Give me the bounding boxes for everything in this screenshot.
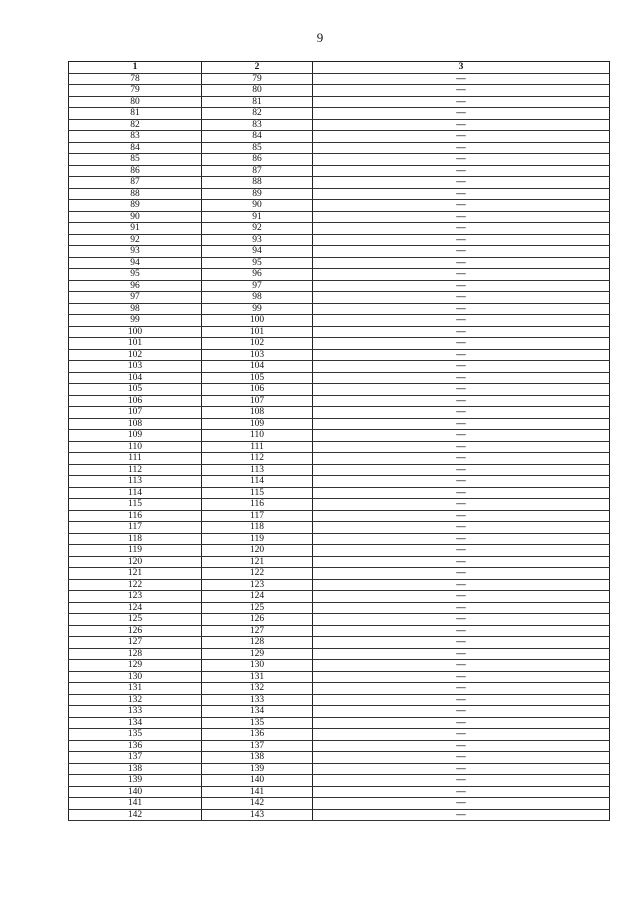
table-cell-col1: 112 bbox=[69, 464, 202, 476]
table-cell-col1: 99 bbox=[69, 315, 202, 327]
table-cell-col3: — bbox=[313, 165, 610, 177]
table-cell-col3: — bbox=[313, 188, 610, 200]
table-cell-col2: 85 bbox=[202, 142, 313, 154]
table-cell-col2: 138 bbox=[202, 752, 313, 764]
table-cell-col1: 142 bbox=[69, 809, 202, 821]
table-cell-col3: — bbox=[313, 763, 610, 775]
table-cell-col1: 114 bbox=[69, 487, 202, 499]
table-cell-col1: 123 bbox=[69, 591, 202, 603]
table-cell-col1: 89 bbox=[69, 200, 202, 212]
table-cell-col1: 139 bbox=[69, 775, 202, 787]
table-cell-col3: — bbox=[313, 752, 610, 764]
table-cell-col1: 108 bbox=[69, 418, 202, 430]
table-cell-col1: 85 bbox=[69, 154, 202, 166]
table-cell-col2: 83 bbox=[202, 119, 313, 131]
table-cell-col2: 112 bbox=[202, 453, 313, 465]
table-row bbox=[69, 453, 610, 465]
table-cell-col3: — bbox=[313, 85, 610, 97]
table-cell-col3: — bbox=[313, 487, 610, 499]
table-cell-col2: 128 bbox=[202, 637, 313, 649]
table-cell-col1: 86 bbox=[69, 165, 202, 177]
table-row bbox=[69, 223, 610, 235]
table-cell-col3: — bbox=[313, 579, 610, 591]
table-row bbox=[69, 154, 610, 166]
table-cell-col2: 97 bbox=[202, 280, 313, 292]
table-cell-col1: 127 bbox=[69, 637, 202, 649]
table-cell-col3: — bbox=[313, 315, 610, 327]
table-cell-col3: — bbox=[313, 660, 610, 672]
table-cell-col3: — bbox=[313, 706, 610, 718]
table-row bbox=[69, 763, 610, 775]
table-cell-col2: 129 bbox=[202, 648, 313, 660]
table-cell-col2: 90 bbox=[202, 200, 313, 212]
table-cell-col1: 131 bbox=[69, 683, 202, 695]
table-row bbox=[69, 625, 610, 637]
table-row bbox=[69, 257, 610, 269]
table-cell-col2: 143 bbox=[202, 809, 313, 821]
table-row bbox=[69, 234, 610, 246]
table-cell-col3: — bbox=[313, 591, 610, 603]
table-cell-col2: 136 bbox=[202, 729, 313, 741]
table-cell-col3: — bbox=[313, 131, 610, 143]
table-cell-col1: 83 bbox=[69, 131, 202, 143]
table-cell-col3: — bbox=[313, 441, 610, 453]
table-cell-col2: 94 bbox=[202, 246, 313, 258]
table-row bbox=[69, 441, 610, 453]
table-row bbox=[69, 73, 610, 85]
table-body bbox=[69, 73, 610, 821]
table-cell-col1: 116 bbox=[69, 510, 202, 522]
table-row bbox=[69, 85, 610, 97]
table-row bbox=[69, 269, 610, 281]
table-cell-col3: — bbox=[313, 361, 610, 373]
table-cell-col3: — bbox=[313, 740, 610, 752]
table-cell-col3: — bbox=[313, 395, 610, 407]
table-row bbox=[69, 487, 610, 499]
table-row bbox=[69, 683, 610, 695]
table-cell-col2: 93 bbox=[202, 234, 313, 246]
table-cell-col2: 79 bbox=[202, 73, 313, 85]
table-cell-col3: — bbox=[313, 338, 610, 350]
table-cell-col2: 135 bbox=[202, 717, 313, 729]
table-cell-col3: — bbox=[313, 292, 610, 304]
table-cell-col1: 91 bbox=[69, 223, 202, 235]
table-row bbox=[69, 729, 610, 741]
table-cell-col3: — bbox=[313, 625, 610, 637]
table-row bbox=[69, 775, 610, 787]
table-cell-col1: 120 bbox=[69, 556, 202, 568]
column-header-3: 3 bbox=[313, 62, 610, 74]
table-cell-col1: 115 bbox=[69, 499, 202, 511]
table-cell-col2: 130 bbox=[202, 660, 313, 672]
table-header bbox=[69, 62, 610, 74]
table-cell-col3: — bbox=[313, 694, 610, 706]
table-cell-col3: — bbox=[313, 637, 610, 649]
table-cell-col2: 120 bbox=[202, 545, 313, 557]
table-cell-col2: 134 bbox=[202, 706, 313, 718]
table-row bbox=[69, 108, 610, 120]
table-cell-col3: — bbox=[313, 430, 610, 442]
table-cell-col2: 101 bbox=[202, 326, 313, 338]
table-cell-col1: 125 bbox=[69, 614, 202, 626]
table-cell-col2: 100 bbox=[202, 315, 313, 327]
table-cell-col3: — bbox=[313, 372, 610, 384]
table-cell-col1: 84 bbox=[69, 142, 202, 154]
table-row bbox=[69, 740, 610, 752]
table-cell-col1: 90 bbox=[69, 211, 202, 223]
table-cell-col3: — bbox=[313, 568, 610, 580]
table-cell-col3: — bbox=[313, 349, 610, 361]
table-row bbox=[69, 418, 610, 430]
table-row bbox=[69, 510, 610, 522]
table-cell-col2: 122 bbox=[202, 568, 313, 580]
table-cell-col3: — bbox=[313, 683, 610, 695]
table-cell-col3: — bbox=[313, 809, 610, 821]
table-row bbox=[69, 809, 610, 821]
table-row bbox=[69, 602, 610, 614]
table-cell-col1: 126 bbox=[69, 625, 202, 637]
table-cell-col2: 125 bbox=[202, 602, 313, 614]
table-cell-col1: 138 bbox=[69, 763, 202, 775]
table-cell-col3: — bbox=[313, 614, 610, 626]
table-cell-col3: — bbox=[313, 418, 610, 430]
table-cell-col3: — bbox=[313, 510, 610, 522]
table-cell-col2: 84 bbox=[202, 131, 313, 143]
table-row bbox=[69, 579, 610, 591]
table-row bbox=[69, 326, 610, 338]
table-cell-col3: — bbox=[313, 648, 610, 660]
table-row bbox=[69, 165, 610, 177]
table-row bbox=[69, 545, 610, 557]
table-row bbox=[69, 464, 610, 476]
table-cell-col3: — bbox=[313, 108, 610, 120]
table-cell-col3: — bbox=[313, 729, 610, 741]
table-cell-col2: 110 bbox=[202, 430, 313, 442]
table-cell-col2: 121 bbox=[202, 556, 313, 568]
table-cell-col2: 111 bbox=[202, 441, 313, 453]
table-cell-col2: 119 bbox=[202, 533, 313, 545]
table-cell-col1: 88 bbox=[69, 188, 202, 200]
table-row bbox=[69, 648, 610, 660]
table-row bbox=[69, 752, 610, 764]
table-row bbox=[69, 694, 610, 706]
table-cell-col2: 115 bbox=[202, 487, 313, 499]
table-cell-col2: 104 bbox=[202, 361, 313, 373]
table-cell-col1: 121 bbox=[69, 568, 202, 580]
table-cell-col2: 133 bbox=[202, 694, 313, 706]
table-cell-col2: 95 bbox=[202, 257, 313, 269]
table-row bbox=[69, 671, 610, 683]
table-cell-col1: 98 bbox=[69, 303, 202, 315]
table-cell-col2: 114 bbox=[202, 476, 313, 488]
table-cell-col1: 109 bbox=[69, 430, 202, 442]
table-row bbox=[69, 315, 610, 327]
table-cell-col2: 89 bbox=[202, 188, 313, 200]
table-row bbox=[69, 246, 610, 258]
table-cell-col1: 133 bbox=[69, 706, 202, 718]
table-cell-col1: 128 bbox=[69, 648, 202, 660]
table-cell-col3: — bbox=[313, 786, 610, 798]
table-cell-col1: 137 bbox=[69, 752, 202, 764]
table-cell-col2: 91 bbox=[202, 211, 313, 223]
table-row bbox=[69, 522, 610, 534]
table-row bbox=[69, 533, 610, 545]
table-cell-col1: 111 bbox=[69, 453, 202, 465]
table-cell-col1: 105 bbox=[69, 384, 202, 396]
table-cell-col2: 126 bbox=[202, 614, 313, 626]
table-cell-col3: — bbox=[313, 211, 610, 223]
table-cell-col2: 124 bbox=[202, 591, 313, 603]
table-row bbox=[69, 407, 610, 419]
table-cell-col2: 99 bbox=[202, 303, 313, 315]
table-cell-col1: 113 bbox=[69, 476, 202, 488]
table-cell-col3: — bbox=[313, 269, 610, 281]
table-cell-col2: 105 bbox=[202, 372, 313, 384]
table-cell-col3: — bbox=[313, 326, 610, 338]
table-cell-col3: — bbox=[313, 499, 610, 511]
table-row bbox=[69, 303, 610, 315]
table-row bbox=[69, 211, 610, 223]
table-cell-col3: — bbox=[313, 798, 610, 810]
table-cell-col3: — bbox=[313, 96, 610, 108]
table-row bbox=[69, 96, 610, 108]
table-cell-col2: 118 bbox=[202, 522, 313, 534]
table-cell-col3: — bbox=[313, 142, 610, 154]
table-row bbox=[69, 142, 610, 154]
table-cell-col2: 139 bbox=[202, 763, 313, 775]
table-row bbox=[69, 430, 610, 442]
table-row bbox=[69, 361, 610, 373]
table-cell-col1: 101 bbox=[69, 338, 202, 350]
table-row bbox=[69, 568, 610, 580]
table-row bbox=[69, 384, 610, 396]
table-cell-col1: 103 bbox=[69, 361, 202, 373]
table-row bbox=[69, 280, 610, 292]
table-row bbox=[69, 798, 610, 810]
table-cell-col1: 82 bbox=[69, 119, 202, 131]
table-cell-col2: 103 bbox=[202, 349, 313, 361]
table-row bbox=[69, 556, 610, 568]
table-cell-col1: 92 bbox=[69, 234, 202, 246]
table-cell-col3: — bbox=[313, 119, 610, 131]
table-cell-col3: — bbox=[313, 73, 610, 85]
table-cell-col2: 88 bbox=[202, 177, 313, 189]
table-cell-col1: 104 bbox=[69, 372, 202, 384]
table-cell-col1: 117 bbox=[69, 522, 202, 534]
table-cell-col3: — bbox=[313, 257, 610, 269]
table-cell-col2: 87 bbox=[202, 165, 313, 177]
table-cell-col2: 86 bbox=[202, 154, 313, 166]
table-cell-col1: 106 bbox=[69, 395, 202, 407]
table-row bbox=[69, 476, 610, 488]
table-cell-col3: — bbox=[313, 384, 610, 396]
table-cell-col3: — bbox=[313, 533, 610, 545]
table-cell-col2: 142 bbox=[202, 798, 313, 810]
table-row bbox=[69, 717, 610, 729]
table-cell-col3: — bbox=[313, 407, 610, 419]
table-cell-col3: — bbox=[313, 717, 610, 729]
table-cell-col3: — bbox=[313, 671, 610, 683]
table-row bbox=[69, 200, 610, 212]
table-cell-col1: 93 bbox=[69, 246, 202, 258]
table-cell-col2: 80 bbox=[202, 85, 313, 97]
table-cell-col2: 96 bbox=[202, 269, 313, 281]
table-cell-col3: — bbox=[313, 200, 610, 212]
table-row bbox=[69, 292, 610, 304]
table-cell-col2: 141 bbox=[202, 786, 313, 798]
table-cell-col3: — bbox=[313, 154, 610, 166]
table-cell-col1: 122 bbox=[69, 579, 202, 591]
table-cell-col1: 119 bbox=[69, 545, 202, 557]
table-row bbox=[69, 499, 610, 511]
table-cell-col1: 110 bbox=[69, 441, 202, 453]
table-cell-col3: — bbox=[313, 234, 610, 246]
table-cell-col2: 98 bbox=[202, 292, 313, 304]
table-cell-col1: 95 bbox=[69, 269, 202, 281]
table-row bbox=[69, 395, 610, 407]
table-cell-col2: 92 bbox=[202, 223, 313, 235]
table-cell-col3: — bbox=[313, 453, 610, 465]
table-cell-col2: 82 bbox=[202, 108, 313, 120]
table-cell-col2: 108 bbox=[202, 407, 313, 419]
table-cell-col1: 78 bbox=[69, 73, 202, 85]
table-cell-col3: — bbox=[313, 464, 610, 476]
table-cell-col3: — bbox=[313, 556, 610, 568]
table-row bbox=[69, 372, 610, 384]
table-row bbox=[69, 177, 610, 189]
table-cell-col2: 131 bbox=[202, 671, 313, 683]
table-cell-col2: 102 bbox=[202, 338, 313, 350]
table-cell-col2: 109 bbox=[202, 418, 313, 430]
table-cell-col1: 87 bbox=[69, 177, 202, 189]
table-row bbox=[69, 614, 610, 626]
table-cell-col3: — bbox=[313, 545, 610, 557]
table-cell-col3: — bbox=[313, 522, 610, 534]
table-cell-col2: 137 bbox=[202, 740, 313, 752]
table-cell-col1: 94 bbox=[69, 257, 202, 269]
header-row bbox=[69, 62, 610, 74]
table-cell-col3: — bbox=[313, 177, 610, 189]
table-cell-col1: 100 bbox=[69, 326, 202, 338]
column-header-2: 2 bbox=[202, 62, 313, 74]
table-cell-col1: 135 bbox=[69, 729, 202, 741]
table-cell-col1: 118 bbox=[69, 533, 202, 545]
table-cell-col3: — bbox=[313, 246, 610, 258]
table-cell-col2: 107 bbox=[202, 395, 313, 407]
table-cell-col1: 136 bbox=[69, 740, 202, 752]
table-cell-col1: 134 bbox=[69, 717, 202, 729]
column-header-1: 1 bbox=[69, 62, 202, 74]
table-cell-col2: 106 bbox=[202, 384, 313, 396]
table-cell-col3: — bbox=[313, 280, 610, 292]
table-cell-col2: 116 bbox=[202, 499, 313, 511]
table-row bbox=[69, 131, 610, 143]
table-cell-col3: — bbox=[313, 775, 610, 787]
data-table bbox=[68, 61, 610, 821]
table-row bbox=[69, 119, 610, 131]
table-cell-col1: 107 bbox=[69, 407, 202, 419]
table-cell-col3: — bbox=[313, 223, 610, 235]
table-cell-col1: 97 bbox=[69, 292, 202, 304]
table-cell-col2: 81 bbox=[202, 96, 313, 108]
table-cell-col1: 102 bbox=[69, 349, 202, 361]
table-row bbox=[69, 591, 610, 603]
table-row bbox=[69, 706, 610, 718]
table-cell-col2: 140 bbox=[202, 775, 313, 787]
page-number: 9 bbox=[316, 30, 324, 45]
table-cell-col1: 130 bbox=[69, 671, 202, 683]
table-cell-col1: 141 bbox=[69, 798, 202, 810]
table-cell-col1: 140 bbox=[69, 786, 202, 798]
table-row bbox=[69, 660, 610, 672]
table-cell-col2: 113 bbox=[202, 464, 313, 476]
table-cell-col3: — bbox=[313, 602, 610, 614]
table-cell-col1: 80 bbox=[69, 96, 202, 108]
table-row bbox=[69, 637, 610, 649]
table-row bbox=[69, 349, 610, 361]
table-cell-col3: — bbox=[313, 303, 610, 315]
table-cell-col1: 132 bbox=[69, 694, 202, 706]
table-row bbox=[69, 188, 610, 200]
table-cell-col1: 129 bbox=[69, 660, 202, 672]
table-cell-col2: 123 bbox=[202, 579, 313, 591]
table-cell-col1: 96 bbox=[69, 280, 202, 292]
table-cell-col1: 81 bbox=[69, 108, 202, 120]
table-cell-col2: 127 bbox=[202, 625, 313, 637]
table-cell-col1: 124 bbox=[69, 602, 202, 614]
table-cell-col1: 79 bbox=[69, 85, 202, 97]
table-row bbox=[69, 338, 610, 350]
table-cell-col3: — bbox=[313, 476, 610, 488]
table-cell-col2: 132 bbox=[202, 683, 313, 695]
table-cell-col2: 117 bbox=[202, 510, 313, 522]
table-row bbox=[69, 786, 610, 798]
